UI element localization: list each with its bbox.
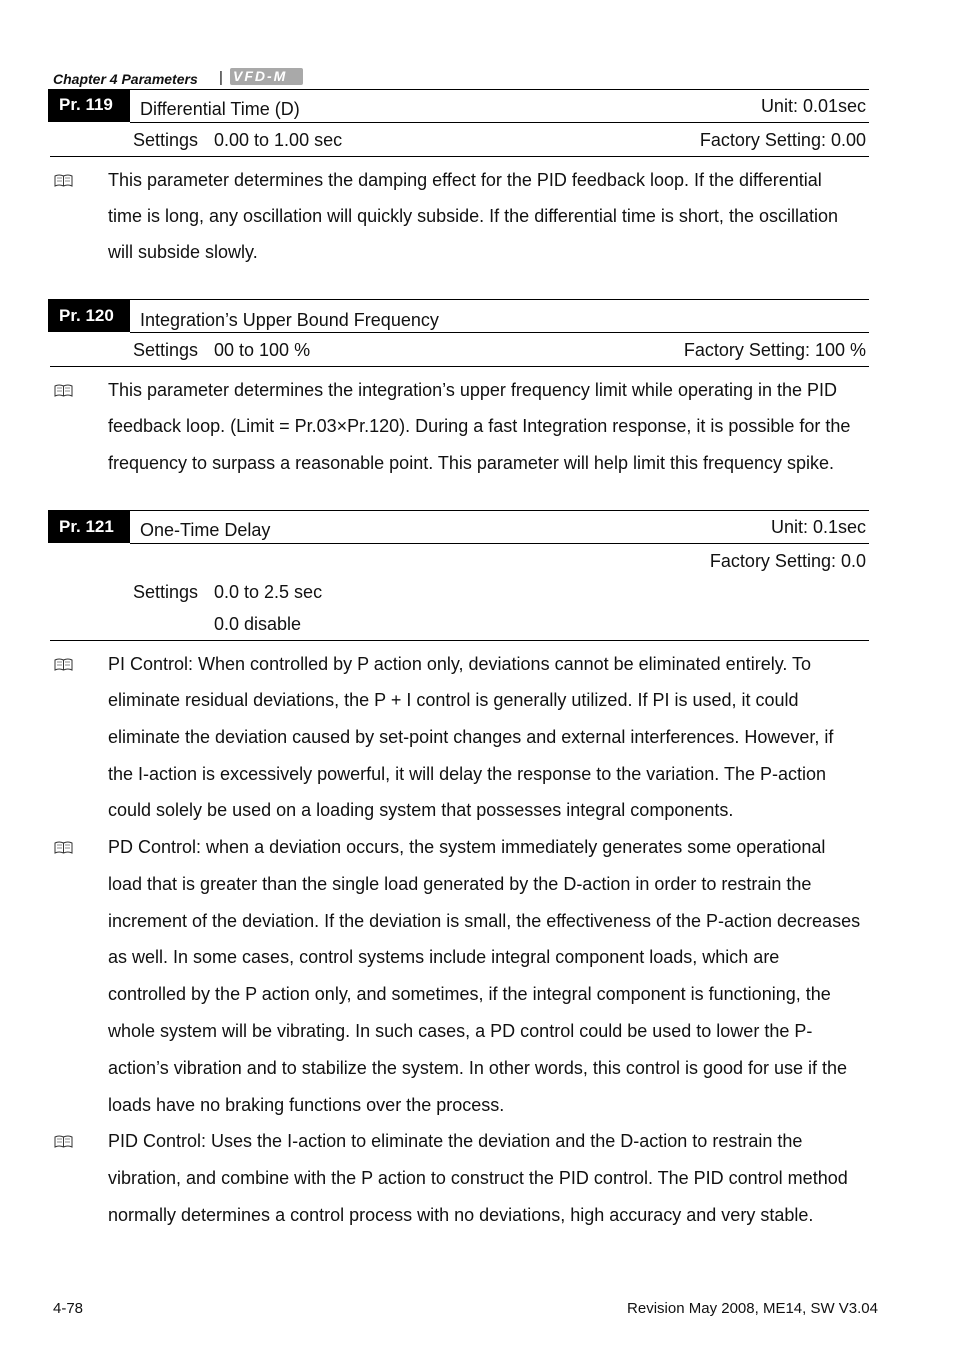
param-code: Pr. 121 bbox=[59, 517, 114, 536]
divider bbox=[130, 122, 869, 123]
note-line: feedback loop. (Limit = Pr.03×Pr.120). During a fast Integration response, it is possible for the bbox=[108, 416, 851, 436]
note-line: PID Control: Uses the I-action to eliminate the deviation and the D-action to restrain the bbox=[108, 1131, 803, 1151]
divider bbox=[130, 510, 869, 511]
param-unit: Unit: 0.01sec bbox=[760, 96, 866, 116]
param-code-box bbox=[48, 89, 130, 122]
note-line: PD Control: when a deviation occurs, the system immediately generates some operational bbox=[108, 837, 826, 857]
header-separator: | bbox=[219, 69, 223, 86]
param-name: Integration’s Upper Bound Frequency bbox=[140, 310, 439, 330]
open-book-icon bbox=[54, 383, 73, 398]
settings-value: 0.0 to 2.5 sec bbox=[214, 582, 323, 602]
note-line: load that is greater than the single load generated by the D-action in order to restrain the bbox=[108, 874, 812, 894]
divider bbox=[50, 366, 869, 367]
open-book-icon bbox=[54, 173, 73, 188]
divider bbox=[130, 332, 869, 333]
param-code: Pr. 119 bbox=[59, 95, 113, 114]
open-book-icon bbox=[54, 1134, 73, 1149]
factory-setting: Factory Setting: 0.00 bbox=[699, 130, 866, 150]
divider bbox=[130, 299, 869, 300]
page-number: 4-78 bbox=[53, 1300, 84, 1317]
divider bbox=[50, 640, 869, 641]
vfd-m-logo bbox=[230, 68, 303, 85]
note-line: whole system will be vibrating. In such cases, a PD control could be used to lower the P- bbox=[108, 1021, 813, 1041]
note-line: normally determines a control process with no deviations, high accuracy and very stable. bbox=[108, 1205, 814, 1225]
note-line: eliminate the deviation caused by set-point changes and external interferences. However, if bbox=[108, 727, 834, 747]
chapter-title: Chapter 4 Parameters bbox=[53, 71, 198, 87]
note-line: This parameter determines the integration’s upper frequency limit while operating in the PID bbox=[108, 380, 838, 400]
note-line: loads have no braking functions over the process. bbox=[108, 1095, 505, 1115]
logo-text: VFD-M bbox=[233, 68, 288, 84]
divider bbox=[130, 89, 869, 90]
revision-info: Revision May 2008, ME14, SW V3.04 bbox=[627, 1300, 878, 1317]
note-line: frequency to surpass a reasonable point. This parameter will help limit this frequency spike. bbox=[108, 453, 835, 473]
settings-value: 00 to 100 % bbox=[214, 340, 311, 360]
note-line: action’s vibration and to stabilize the system. In other words, this control is good for use if the bbox=[108, 1058, 848, 1078]
param-unit: Unit: 0.1sec bbox=[770, 517, 866, 537]
settings-value: 0.00 to 1.00 sec bbox=[214, 130, 343, 150]
param-name: One-Time Delay bbox=[140, 520, 271, 540]
note-line: This parameter determines the damping effect for the PID feedback loop. If the differential bbox=[108, 170, 822, 190]
note-line: as well. In some cases, control systems include integral component loads, which are bbox=[108, 947, 780, 967]
param-code: Pr. 120 bbox=[59, 306, 114, 325]
note-line: controlled by the P action only, and sometimes, if the integral component is functioning, the bbox=[108, 984, 831, 1004]
note-line: the I-action is excessively powerful, it will delay the response to the variation. The P-action bbox=[108, 764, 827, 784]
note-line: PI Control: When controlled by P action only, deviations cannot be eliminated entirely. To bbox=[108, 654, 812, 674]
note-line: increment of the deviation. If the deviation is small, the effectiveness of the P-action decreases bbox=[108, 911, 861, 931]
param-name: Differential Time (D) bbox=[140, 99, 300, 119]
factory-setting: Factory Setting: 0.0 bbox=[709, 551, 866, 571]
settings-value: 0.0 disable bbox=[214, 614, 302, 634]
divider bbox=[50, 156, 869, 157]
settings-label: Settings bbox=[133, 130, 199, 150]
open-book-icon bbox=[54, 657, 73, 672]
note-line: vibration, and combine with the P action to construct the PID control. The PID control method bbox=[108, 1168, 848, 1188]
note-line: eliminate residual deviations, the P + I control is generally utilized. If PI is used, it could bbox=[108, 690, 799, 710]
note-line: will subside slowly. bbox=[108, 242, 258, 262]
param-code-box bbox=[48, 510, 130, 543]
factory-setting: Factory Setting: 100 % bbox=[683, 340, 866, 360]
param-code-box bbox=[48, 299, 130, 332]
note-line: time is long, any oscillation will quickly subside. If the differential time is short, the oscillation bbox=[108, 206, 839, 226]
open-book-icon bbox=[54, 840, 73, 855]
divider bbox=[130, 543, 869, 544]
settings-label: Settings bbox=[133, 340, 199, 360]
settings-label: Settings bbox=[133, 582, 199, 602]
note-line: could solely be used on a loading system that possesses integral components. bbox=[108, 800, 734, 820]
